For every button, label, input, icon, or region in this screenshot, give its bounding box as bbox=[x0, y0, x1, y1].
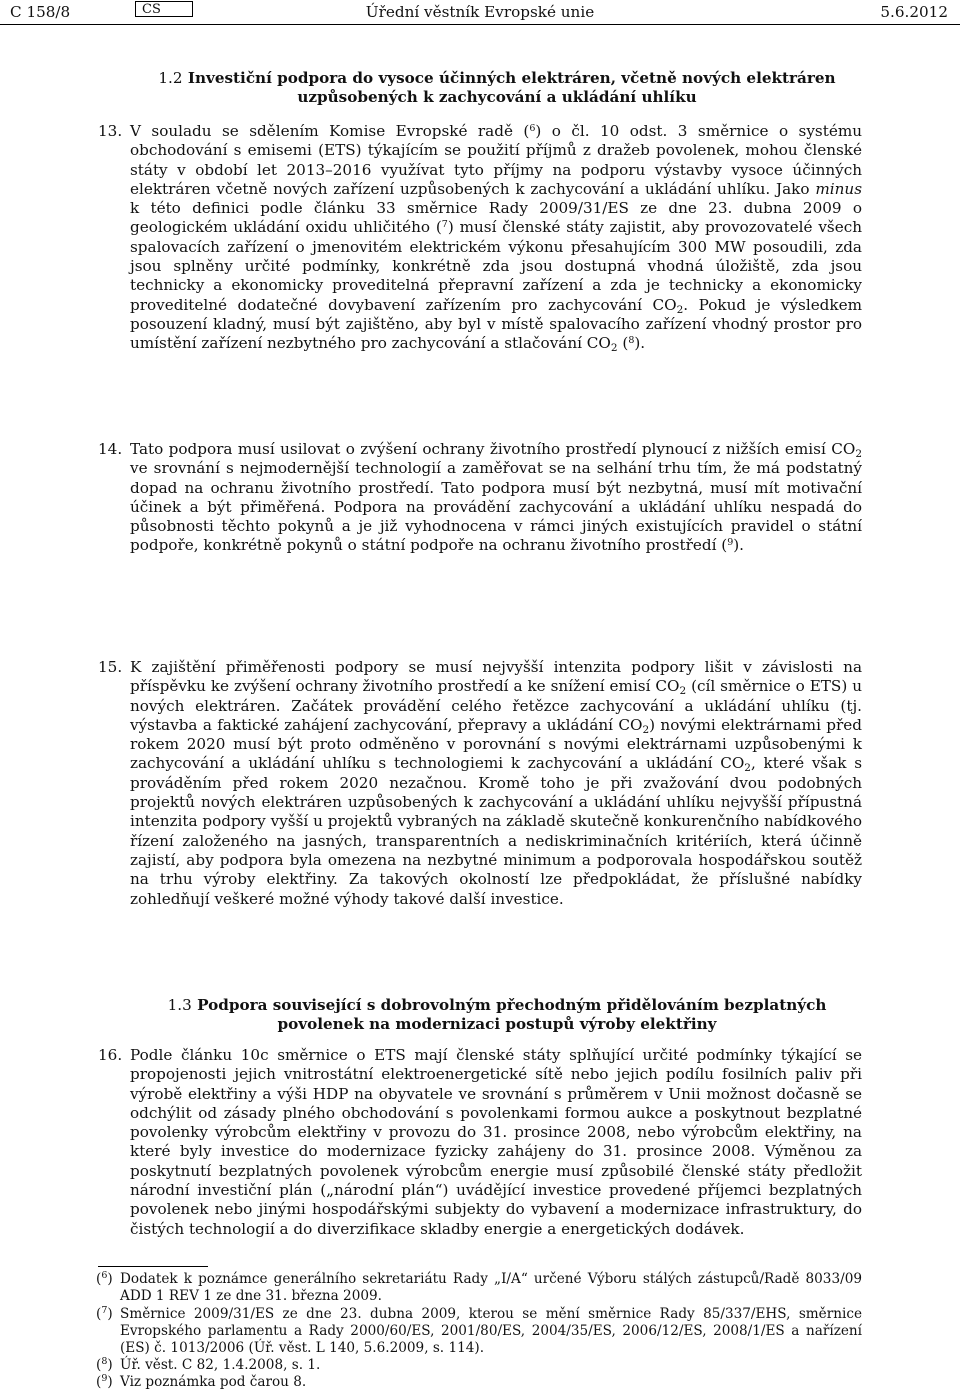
footnote-divider bbox=[98, 1266, 208, 1267]
footnote-text: Dodatek k poznámce generálního sekretariátu Rady „I/A“ určené Výboru stálých zástupců/Radě 8033/09 ADD 1 REV 1 ze dne 31. března 2009. bbox=[120, 1271, 862, 1304]
footnote-7 bbox=[96, 1305, 862, 1356]
journal-title: Úřední věstník Evropské unie bbox=[365, 3, 595, 21]
journal-reference: C 158/8 bbox=[10, 3, 71, 21]
footnote-mark: ($^7$) bbox=[96, 1305, 113, 1322]
paragraph-16 bbox=[98, 1046, 862, 1239]
footnote-mark: ($^8$) bbox=[96, 1356, 113, 1373]
page-header bbox=[0, 0, 960, 24]
footnote-text: Viz poznámka pod čarou 8. bbox=[120, 1374, 307, 1390]
paragraph-text: V souladu se sdělením Komise Evropské radě ($^6$) o čl. 10 odst. 3 směrnice o systému obchodování s emisemi (ETS) týkajícím se použití příjmů z dražeb povolenek, mohou členské státy v období let 2013–2016 využívat tyto příjmy na podporu výstavby vysoce účinných elektráren včetně nových zařízení uzpůsobených k zachycování a ukládání uhlíku. Jako minus k této definici podle článku 33 směrnice Rady 2009/31/ES ze dne 23. dubna 2009 o geologickém ukládání oxidu uhličitého ($^7$) musí členské státy zajistit, aby provozovatelé všech spalovacích zařízení o jmenovitém elektrickém výkonu přesahujícím 300 MW posoudili, zda jsou splněny určité podmínky, konkrétně zda jsou dostupná vhodná úložiště, zda jsou technicky a ekonomicky proveditelná přepravní zařízení a zda je technicky a ekonomicky proveditelné dodatečné dovybavení zařízením pro zachycování $CO_2$. Pokud je výsledkem posouzení kladný, musí být zajištěno, aby byl v místě spalovacího zařízení vhodný prostor pro umístění zařízení nezbytného pro zachycování a stlačování $CO_2$ ($^8$). bbox=[130, 122, 862, 355]
paragraph-text: K zajištění přiměřenosti podpory se musí nejvyšší intenzita podpory lišit v závislosti na příspěvku ke zvýšení ochrany životního prostředí a ke snížení emisí $CO_2$ (cíl směrnice o ETS) u nových elektráren. Začátek provádění celého řetězce zachycování a ukládání uhlíku (tj. výstavba a faktické zahájení zachycování, přepravy a ukládání $CO_2$) novými elektrárnami před rokem 2020 musí být proto odměněno v porovnání s novými elektrárnami uzpůsobenými k zachycování a ukládání uhlíku s technologiemi k zachycování a ukládání $CO_2$, které však s prováděním před rokem 2020 nezačnou. Kromě toho je při zvažování dvou podobných projektů nových elektráren uzpůsobených k zachycování a ukládání uhlíku nejvyšší přípustná intenzita podpory vyšší u projektů vybraných na základě skutečně konkurenčního nabídkového řízení založeného na jasných, transparentních a nediskriminačních kritériích, která účinně zajistí, aby podpora byla omezena na nezbytné minimum a podporovala hospodářskou soutěž na trhu výroby elektřiny. Za takových okolností lze předpokládat, že příslušné nabídky zohledňují veškeré možné výhody takové další investice. bbox=[130, 658, 862, 908]
paragraph-text: Podle článku 10c směrnice o ETS mají členské státy splňující určité podmínky týkající se propojenosti jejich vnitrostátní elektroenergetické sítě nebo jejich podílu fosilních paliv při výrobě elektřiny a výši HDP na obyvatele ve srovnání s průměrem v Unii možnost dočasně se odchýlit od zásady plného obchodování s povolenkami formou aukce a poskytnout bezplatné povolenky výrobcům elektřiny v provozu do 31. prosince 2008, nebo výrobcům elektřiny, na které byly investice do modernizace fyzicky zahájeny do 31. prosince 2008. Výměnou za poskytnutí bezplatných povolenek výrobcům energie musí způsobilé členské státy předložit národní investiční plán („národní plán“) uvádějící investice provedené příjemci bezplatných povolenek nebo jinými hospodářskými subjekty do vybavení a modernizace infrastruktury, do čistých technologií a do diverzifikace skladby energie a energetických dodávek. bbox=[130, 1046, 862, 1238]
paragraph-14 bbox=[98, 440, 862, 556]
section-heading-1-3 bbox=[130, 996, 864, 1035]
section-heading-1-2 bbox=[130, 69, 864, 108]
paragraph-number: 16. bbox=[98, 1046, 123, 1064]
footnote-mark: ($^6$) bbox=[96, 1270, 113, 1287]
paragraph-15 bbox=[98, 658, 862, 909]
latin-term: minus bbox=[815, 179, 862, 198]
footnote-ref-7[interactable]: 7 bbox=[441, 219, 448, 231]
footnote-8 bbox=[96, 1356, 862, 1374]
language-badge: CS bbox=[135, 1, 193, 17]
footnote-mark: ($^9$) bbox=[96, 1373, 113, 1390]
section-title: Investiční podpora do vysoce účinných elektráren, včetně nových elektráren uzpůsobených k zachycování a ukládání uhlíku bbox=[187, 69, 836, 107]
footnote-ref-9[interactable]: 9 bbox=[727, 537, 734, 549]
paragraph-number: 15. bbox=[98, 658, 123, 676]
header-divider bbox=[0, 24, 960, 25]
footnote-6 bbox=[96, 1270, 862, 1305]
footnote-9 bbox=[96, 1373, 862, 1391]
footnote-ref-8[interactable]: 8 bbox=[628, 335, 635, 347]
paragraph-text: Tato podpora musí usilovat o zvýšení ochrany životního prostředí plynoucí z nižších emisí $CO_2$ ve srovnání s nejmodernější technologií a zaměřovat se na selhání trhu tím, že má podstatný dopad na ochranu životního prostředí. Tato podpora musí být nezbytná, musí mít motivační účinek a být přiměřená. Podpora na provádění zachycování a ukládání uhlíku nespadá do působnosti těchto pokynů a je již vyhodnocena v rámci jiných existujících pravidel o státní podpoře, konkrétně pokynů o státní podpoře na ochranu životního prostředí ($^9$). bbox=[130, 440, 862, 555]
footnote-text: Úř. věst. C 82, 1.4.2008, s. 1. bbox=[120, 1357, 321, 1373]
footnote-text: Směrnice 2009/31/ES ze dne 23. dubna 2009, kterou se mění směrnice Rady 85/337/EHS, směrnice Evropského parlamentu a Rady 2000/60/ES, 2001/80/ES, 2004/35/ES, 2006/12/ES, 2008/1/ES a nařízení (ES) č. 1013/2006 (Úř. věst. L 140, 5.6.2009, s. 114). bbox=[120, 1306, 862, 1356]
paragraph-number: 14. bbox=[98, 440, 123, 458]
paragraph-number: 13. bbox=[98, 122, 123, 140]
footnote-ref-6[interactable]: 6 bbox=[529, 123, 536, 134]
section-title: Podpora související s dobrovolným přechodným přidělováním bezplatných povolenek na modernizaci postupů výroby elektřiny bbox=[197, 996, 827, 1034]
section-number: 1.2 bbox=[158, 69, 183, 87]
publication-date: 5.6.2012 bbox=[880, 3, 948, 21]
section-number: 1.3 bbox=[167, 996, 192, 1014]
paragraph-13 bbox=[98, 122, 862, 355]
